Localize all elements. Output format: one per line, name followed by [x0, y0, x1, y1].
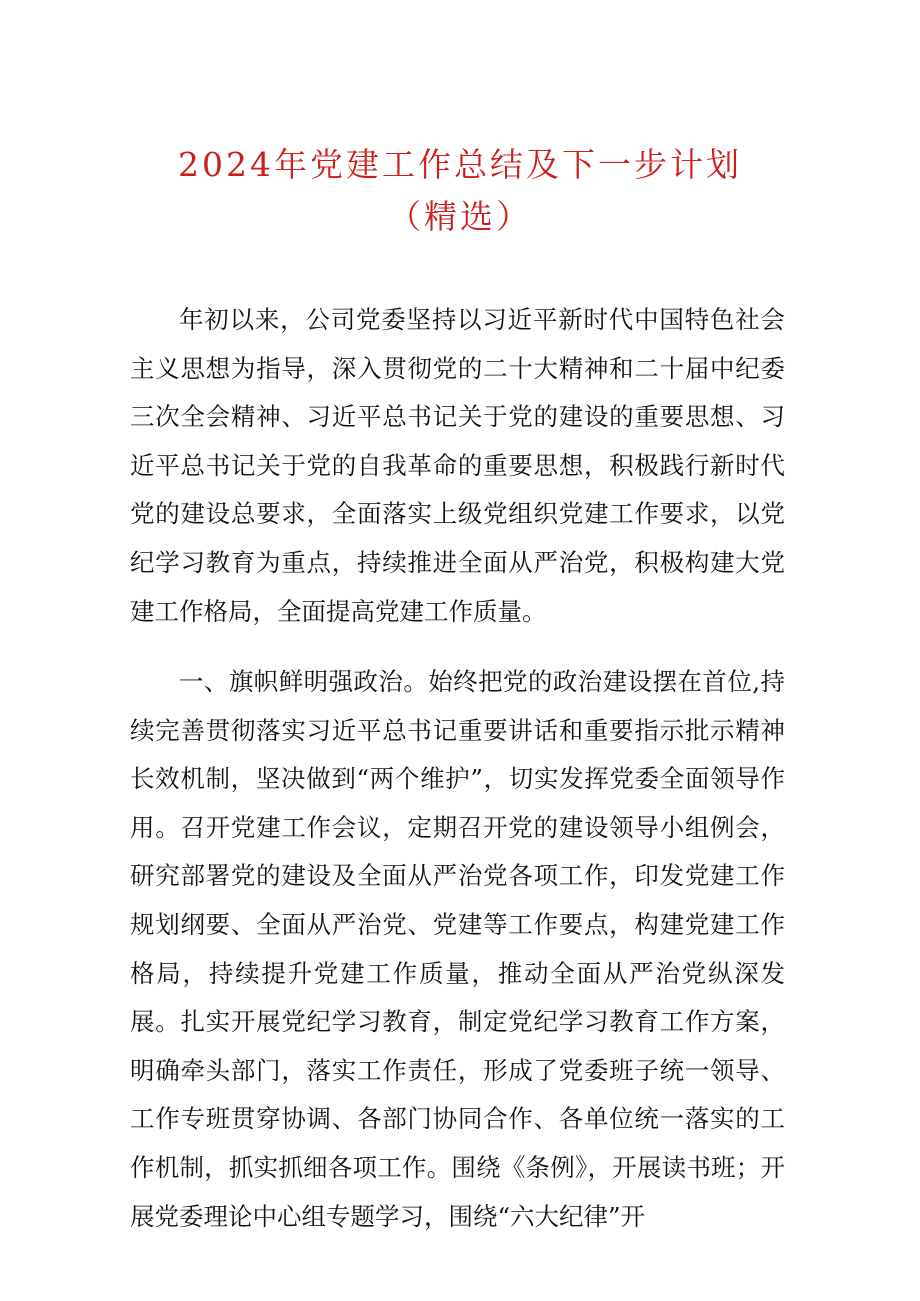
document-subtitle: （精选） — [388, 197, 532, 236]
document-title: 2024年党建工作总结及下一步计划 — [178, 145, 742, 184]
paragraph-intro: 年初以来，公司党委坚持以习近平新时代中国特色社会主义思想为指导，深入贯彻党的二十大精神和二十届中纪委三次全会精神、习近平总书记关于党的建设的重要思想、习近平总书记关于党的自我革命的重要思想，积极践行新时代党的建设总要求，全面落实上级党组织党建工作要求，以党纪学习教育为重点，持续推进全面从严治党，积极构建大党建工作格局，全面提高党建工作质量。 — [130, 305, 785, 626]
paragraph-section-1: 一、旗帜鲜明强政治。始终把党的政治建设摆在首位,持续完善贯彻落实习近平总书记重要讲话和重要指示批示精神长效机制，坚决做到“两个维护”，切实发挥党委全面领导作用。召开党建工作会议，定期召开党的建设领导小组例会，研究部署党的建设及全面从严治党各项工作，印发党建工作规划纲要、全面从严治党、党建等工作要点，构建党建工作格局，持续提升党建工作质量，推动全面从严治党纵深发展。扎实开展党纪学习教育，制定党纪学习教育工作方案，明确牵头部门，落实工作责任，形成了党委班子统一领导、工作专班贯穿协调、各部门协同合作、各单位统一落实的工作机制，抓实抓细各项工作。围绕《条例》，开展读书班；开展党委理论中心组专题学习，围绕“六大纪律”开 — [130, 667, 785, 1231]
